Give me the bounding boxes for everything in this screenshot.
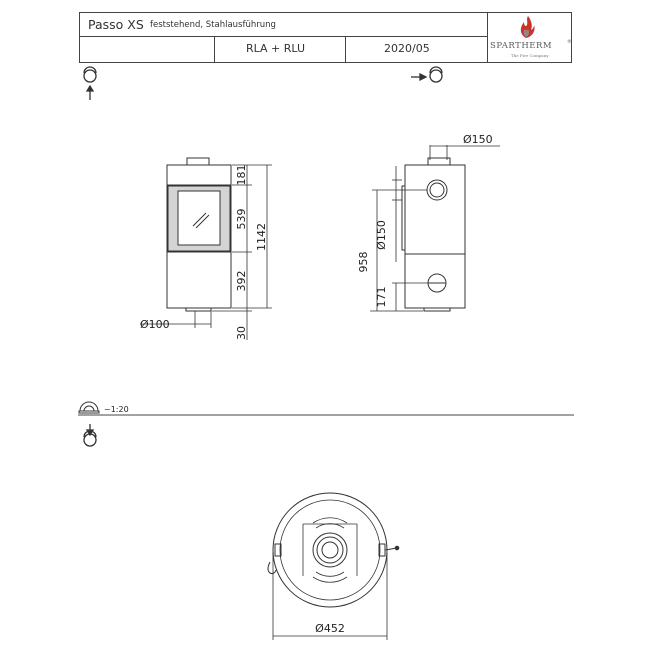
top-view	[268, 493, 399, 607]
scale-icon	[79, 402, 99, 413]
side-view-dimensions	[370, 145, 500, 311]
dim-side-top-outlet: Ø150	[463, 133, 493, 146]
dim-side-rear-outlet: Ø150	[375, 220, 388, 250]
model-description: feststehend, Stahlausführung	[150, 20, 276, 30]
brand-name: SPARTHERM	[490, 41, 553, 51]
front-view-symbol-icon	[84, 67, 96, 100]
dim-front-total: 1142	[255, 223, 268, 251]
side-view	[402, 158, 465, 311]
side-view-symbol-icon	[411, 67, 442, 82]
dim-top-diameter: Ø452	[315, 622, 345, 635]
front-view	[167, 158, 231, 311]
top-view-symbol-icon	[84, 424, 96, 446]
dim-front-foot: 30	[235, 326, 248, 340]
model-name: Passo XS	[88, 17, 144, 32]
date-label: 2020/05	[384, 42, 430, 55]
brand-tagline: The Fire Company	[511, 53, 549, 58]
dim-side-outlet-height: 958	[357, 251, 370, 273]
variant-label: RLA + RLU	[246, 42, 306, 55]
brand-registered-mark: ®	[567, 39, 573, 45]
dim-front-top: 181	[235, 164, 248, 186]
scale-label: ~1:20	[104, 405, 129, 414]
dim-front-inlet: Ø100	[140, 318, 170, 331]
dim-front-window: 539	[235, 208, 248, 230]
dim-front-base: 392	[235, 270, 248, 292]
dim-side-lower-height: 171	[375, 286, 388, 308]
